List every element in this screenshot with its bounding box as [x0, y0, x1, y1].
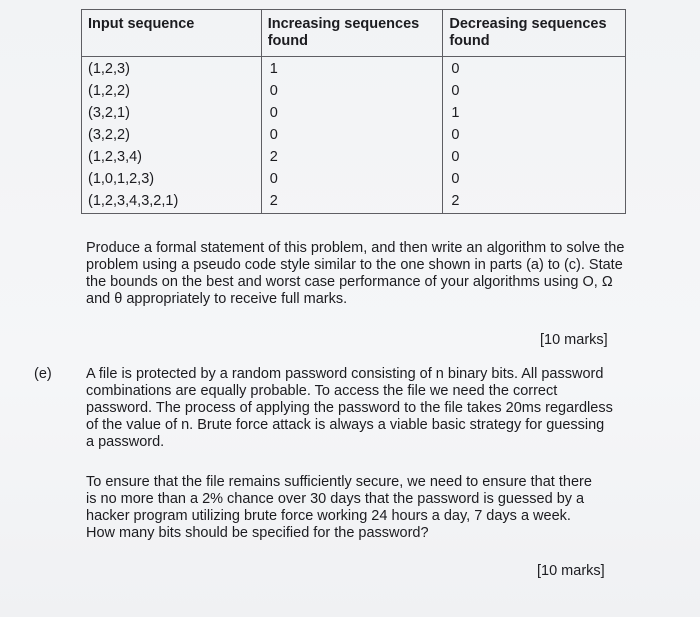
cell-increasing: 2 — [261, 191, 443, 214]
cell-input: (1,2,3) — [82, 57, 262, 82]
part-d-text: Produce a formal statement of this problem, and then write an algorithm to solve the problem using a pseudo code style similar to the one shown in parts (a) to (c). State the bounds on the best and worst case performance of your algorithms using O, Ω and θ appropriately to receive full marks. — [86, 240, 625, 307]
cell-decreasing: 0 — [443, 147, 626, 169]
cell-increasing: 2 — [261, 147, 443, 169]
cell-input: (1,2,2) — [82, 81, 262, 103]
part-e-label: (e) — [34, 366, 52, 382]
header-input-sequence: Input sequence — [82, 10, 262, 57]
cell-decreasing: 0 — [443, 81, 626, 103]
part-e-marks: [10 marks] — [537, 563, 605, 579]
part-d-marks: [10 marks] — [540, 332, 608, 348]
cell-decreasing: 0 — [443, 57, 626, 82]
cell-input: (1,2,3,4) — [82, 147, 262, 169]
cell-decreasing: 2 — [443, 191, 626, 214]
header-decreasing: Decreasing sequences found — [443, 10, 626, 57]
table-row — [82, 125, 626, 147]
cell-input: (1,0,1,2,3) — [82, 169, 262, 191]
cell-increasing: 1 — [261, 57, 443, 82]
table-header-row — [82, 10, 626, 57]
table-row — [82, 191, 626, 214]
cell-increasing: 0 — [261, 81, 443, 103]
cell-increasing: 0 — [261, 125, 443, 147]
part-e-text-2: To ensure that the file remains sufficiently secure, we need to ensure that there is no more than a 2% chance over 30 days that the password is guessed by a hacker program utilizing brute force working 24 hours a day, 7 days a week. How many bits should be specified for the password? — [86, 474, 592, 541]
sequence-table — [81, 9, 626, 214]
cell-input: (1,2,3,4,3,2,1) — [82, 191, 262, 214]
cell-input: (3,2,2) — [82, 125, 262, 147]
cell-decreasing: 0 — [443, 169, 626, 191]
part-e-text-1: A file is protected by a random password consisting of n binary bits. All password combinations are equally probable. To access the file we need the correct password. The process of applying the password to the file takes 20ms regardless of the value of n. Brute force attack is always a viable basic strategy for guessing a password. — [86, 366, 613, 450]
cell-decreasing: 0 — [443, 125, 626, 147]
table-row — [82, 169, 626, 191]
cell-increasing: 0 — [261, 103, 443, 125]
table-row — [82, 147, 626, 169]
table-row — [82, 81, 626, 103]
cell-increasing: 0 — [261, 169, 443, 191]
table-row — [82, 103, 626, 125]
cell-input: (3,2,1) — [82, 103, 262, 125]
cell-decreasing: 1 — [443, 103, 626, 125]
header-increasing: Increasing sequences found — [261, 10, 443, 57]
table-row — [82, 57, 626, 82]
